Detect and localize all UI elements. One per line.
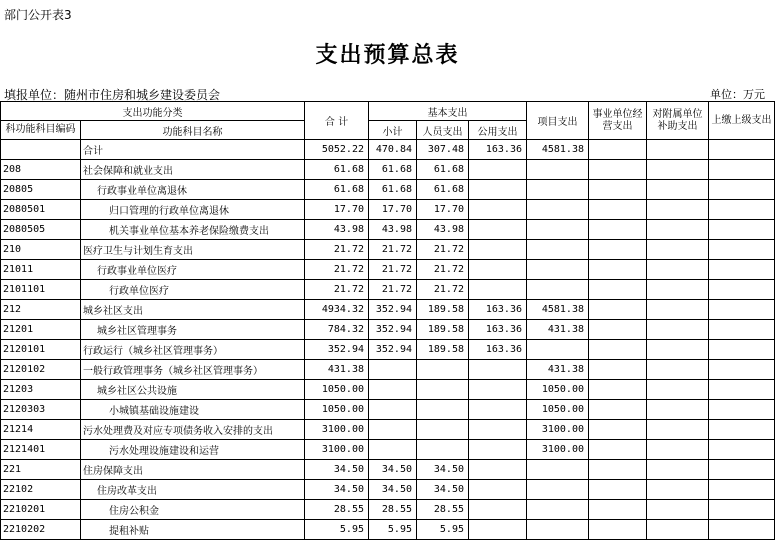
- row-remit: [709, 400, 775, 420]
- table-row: [1, 260, 775, 280]
- row-remit: [709, 380, 775, 400]
- row-code: 212: [1, 300, 81, 320]
- row-code: 2080501: [1, 200, 81, 220]
- table-row: [1, 440, 775, 460]
- row-total: 61.68: [305, 160, 369, 180]
- row-code: 20805: [1, 180, 81, 200]
- row-project: 1050.00: [527, 400, 589, 420]
- row-subtotal: [369, 420, 417, 440]
- row-subsidy: [647, 140, 709, 160]
- row-public: [469, 220, 527, 240]
- row-subtotal: 17.70: [369, 200, 417, 220]
- table-row: [1, 360, 775, 380]
- row-project: [527, 340, 589, 360]
- total-header: 合 计: [305, 102, 369, 140]
- row-total: 5.95: [305, 520, 369, 540]
- table-row: [1, 320, 775, 340]
- row-unit-operate: [589, 240, 647, 260]
- row-unit-operate: [589, 200, 647, 220]
- row-public: [469, 200, 527, 220]
- row-remit: [709, 340, 775, 360]
- table-row: [1, 480, 775, 500]
- row-name: 住房改革支出: [81, 480, 305, 500]
- row-name: 住房公积金: [81, 500, 305, 520]
- row-total: 3100.00: [305, 440, 369, 460]
- row-total: 21.72: [305, 260, 369, 280]
- row-subsidy: [647, 280, 709, 300]
- row-name: 小城镇基础设施建设: [81, 400, 305, 420]
- row-subtotal: 61.68: [369, 160, 417, 180]
- table-row: [1, 500, 775, 520]
- row-unit-operate: [589, 420, 647, 440]
- row-name: 行政事业单位离退休: [81, 180, 305, 200]
- table-row: [1, 340, 775, 360]
- row-total: 352.94: [305, 340, 369, 360]
- row-project: [527, 460, 589, 480]
- table-number-label: 部门公开表3: [4, 8, 72, 22]
- table-row: [1, 160, 775, 180]
- row-name: 医疗卫生与计划生育支出: [81, 240, 305, 260]
- row-unit-operate: [589, 440, 647, 460]
- row-personnel: 189.58: [417, 300, 469, 320]
- row-personnel: [417, 380, 469, 400]
- row-unit-operate: [589, 340, 647, 360]
- row-unit-operate: [589, 140, 647, 160]
- row-subsidy: [647, 340, 709, 360]
- row-subtotal: 21.72: [369, 260, 417, 280]
- row-remit: [709, 180, 775, 200]
- row-project: 1050.00: [527, 380, 589, 400]
- table-row: [1, 220, 775, 240]
- row-code: 22102: [1, 480, 81, 500]
- row-project: 431.38: [527, 360, 589, 380]
- row-name: 行政事业单位医疗: [81, 260, 305, 280]
- row-total: 17.70: [305, 200, 369, 220]
- row-subsidy: [647, 320, 709, 340]
- row-code: 221: [1, 460, 81, 480]
- row-subtotal: 43.98: [369, 220, 417, 240]
- code-header: 科功能科目编码: [1, 121, 81, 140]
- row-public: 163.36: [469, 140, 527, 160]
- row-subsidy: [647, 360, 709, 380]
- row-name: 机关事业单位基本养老保险缴费支出: [81, 220, 305, 240]
- row-public: [469, 420, 527, 440]
- reporting-unit: 填报单位：随州市住房和城乡建设委员会: [4, 88, 221, 102]
- row-subsidy: [647, 240, 709, 260]
- row-project: [527, 160, 589, 180]
- row-total: 61.68: [305, 180, 369, 200]
- row-subsidy: [647, 520, 709, 540]
- row-public: [469, 240, 527, 260]
- row-total: 5052.22: [305, 140, 369, 160]
- table-row: [1, 140, 775, 160]
- row-personnel: 61.68: [417, 160, 469, 180]
- row-code: 21011: [1, 260, 81, 280]
- row-personnel: [417, 400, 469, 420]
- row-code: 2120102: [1, 360, 81, 380]
- row-project: [527, 280, 589, 300]
- row-personnel: 5.95: [417, 520, 469, 540]
- row-subtotal: 21.72: [369, 280, 417, 300]
- row-name: 归口管理的行政单位离退休: [81, 200, 305, 220]
- row-subtotal: 352.94: [369, 320, 417, 340]
- budget-table: [0, 101, 775, 540]
- row-subsidy: [647, 300, 709, 320]
- row-name: 城乡社区管理事务: [81, 320, 305, 340]
- table-row: [1, 280, 775, 300]
- row-personnel: 61.68: [417, 180, 469, 200]
- row-remit: [709, 260, 775, 280]
- table-row: [1, 400, 775, 420]
- row-name: 城乡社区支出: [81, 300, 305, 320]
- row-subsidy: [647, 220, 709, 240]
- row-public: [469, 480, 527, 500]
- row-code: 210: [1, 240, 81, 260]
- row-remit: [709, 480, 775, 500]
- row-personnel: 34.50: [417, 480, 469, 500]
- table-row: [1, 460, 775, 480]
- row-public: [469, 400, 527, 420]
- currency-unit: 单位：万元: [710, 88, 765, 101]
- row-name: 合计: [81, 140, 305, 160]
- row-remit: [709, 220, 775, 240]
- unit-operate-header: 事业单位经营支出: [589, 102, 647, 140]
- row-subsidy: [647, 480, 709, 500]
- table-row: [1, 300, 775, 320]
- row-public: [469, 180, 527, 200]
- row-name: 行政运行（城乡社区管理事务）: [81, 340, 305, 360]
- row-subtotal: 61.68: [369, 180, 417, 200]
- row-subtotal: 28.55: [369, 500, 417, 520]
- row-subtotal: 34.50: [369, 480, 417, 500]
- row-subtotal: 470.84: [369, 140, 417, 160]
- row-project: 4581.38: [527, 300, 589, 320]
- row-total: 21.72: [305, 280, 369, 300]
- row-unit-operate: [589, 460, 647, 480]
- row-name: 污水处理设施建设和运营: [81, 440, 305, 460]
- row-unit-operate: [589, 360, 647, 380]
- row-code: 2101101: [1, 280, 81, 300]
- row-code: 2210202: [1, 520, 81, 540]
- row-code: 21214: [1, 420, 81, 440]
- subtotal-header: 小计: [369, 121, 417, 140]
- row-subsidy: [647, 260, 709, 280]
- row-code: 21201: [1, 320, 81, 340]
- row-project: [527, 480, 589, 500]
- row-total: 431.38: [305, 360, 369, 380]
- row-personnel: 17.70: [417, 200, 469, 220]
- table-row: [1, 420, 775, 440]
- row-public: [469, 460, 527, 480]
- project-header: 项目支出: [527, 102, 589, 140]
- row-public: 163.36: [469, 320, 527, 340]
- row-code: 2120101: [1, 340, 81, 360]
- row-subtotal: [369, 400, 417, 420]
- row-public: [469, 360, 527, 380]
- row-remit: [709, 500, 775, 520]
- row-unit-operate: [589, 160, 647, 180]
- row-total: 21.72: [305, 240, 369, 260]
- table-row: [1, 180, 775, 200]
- row-subsidy: [647, 440, 709, 460]
- public-header: 公用支出: [469, 121, 527, 140]
- personnel-header: 人员支出: [417, 121, 469, 140]
- row-public: 163.36: [469, 300, 527, 320]
- row-remit: [709, 420, 775, 440]
- row-subsidy: [647, 160, 709, 180]
- row-unit-operate: [589, 300, 647, 320]
- row-personnel: [417, 360, 469, 380]
- row-personnel: 21.72: [417, 240, 469, 260]
- row-project: 3100.00: [527, 420, 589, 440]
- row-total: 784.32: [305, 320, 369, 340]
- row-unit-operate: [589, 220, 647, 240]
- row-subtotal: 352.94: [369, 340, 417, 360]
- row-personnel: 189.58: [417, 340, 469, 360]
- func-class-header: 支出功能分类: [1, 102, 305, 121]
- row-unit-operate: [589, 280, 647, 300]
- row-project: 431.38: [527, 320, 589, 340]
- row-remit: [709, 440, 775, 460]
- row-personnel: 21.72: [417, 260, 469, 280]
- row-project: [527, 520, 589, 540]
- row-project: [527, 220, 589, 240]
- row-subtotal: [369, 440, 417, 460]
- row-code: 2121401: [1, 440, 81, 460]
- row-name: 住房保障支出: [81, 460, 305, 480]
- row-personnel: 28.55: [417, 500, 469, 520]
- row-project: 4581.38: [527, 140, 589, 160]
- row-unit-operate: [589, 480, 647, 500]
- row-public: [469, 520, 527, 540]
- row-personnel: 189.58: [417, 320, 469, 340]
- row-project: 3100.00: [527, 440, 589, 460]
- row-subsidy: [647, 400, 709, 420]
- row-project: [527, 260, 589, 280]
- row-project: [527, 500, 589, 520]
- row-unit-operate: [589, 380, 647, 400]
- row-subtotal: 5.95: [369, 520, 417, 540]
- table-row: [1, 380, 775, 400]
- row-subsidy: [647, 180, 709, 200]
- row-personnel: [417, 440, 469, 460]
- row-total: 34.50: [305, 460, 369, 480]
- row-subsidy: [647, 500, 709, 520]
- row-total: 1050.00: [305, 380, 369, 400]
- remit-header: 上缴上级支出: [709, 102, 775, 140]
- row-code: 2120303: [1, 400, 81, 420]
- table-row: [1, 520, 775, 540]
- table-row: [1, 200, 775, 220]
- row-public: 163.36: [469, 340, 527, 360]
- row-public: [469, 160, 527, 180]
- basic-header: 基本支出: [369, 102, 527, 121]
- row-subsidy: [647, 460, 709, 480]
- row-code: 2080505: [1, 220, 81, 240]
- row-public: [469, 380, 527, 400]
- row-personnel: 43.98: [417, 220, 469, 240]
- row-remit: [709, 460, 775, 480]
- row-unit-operate: [589, 320, 647, 340]
- row-remit: [709, 320, 775, 340]
- row-remit: [709, 160, 775, 180]
- row-total: 1050.00: [305, 400, 369, 420]
- row-name: 行政单位医疗: [81, 280, 305, 300]
- row-subtotal: [369, 360, 417, 380]
- row-project: [527, 240, 589, 260]
- row-name: 城乡社区公共设施: [81, 380, 305, 400]
- row-subtotal: [369, 380, 417, 400]
- row-code: 21203: [1, 380, 81, 400]
- row-personnel: [417, 420, 469, 440]
- row-personnel: 21.72: [417, 280, 469, 300]
- row-subsidy: [647, 380, 709, 400]
- row-public: [469, 440, 527, 460]
- row-remit: [709, 280, 775, 300]
- row-name: 一般行政管理事务（城乡社区管理事务）: [81, 360, 305, 380]
- row-subtotal: 34.50: [369, 460, 417, 480]
- row-public: [469, 500, 527, 520]
- subsidy-header: 对附属单位补助支出: [647, 102, 709, 140]
- row-total: 34.50: [305, 480, 369, 500]
- row-total: 4934.32: [305, 300, 369, 320]
- row-remit: [709, 360, 775, 380]
- row-subtotal: 352.94: [369, 300, 417, 320]
- row-project: [527, 180, 589, 200]
- row-public: [469, 260, 527, 280]
- row-total: 3100.00: [305, 420, 369, 440]
- row-unit-operate: [589, 400, 647, 420]
- row-code: 208: [1, 160, 81, 180]
- row-total: 28.55: [305, 500, 369, 520]
- row-remit: [709, 300, 775, 320]
- name-header: 功能科目名称: [81, 121, 305, 140]
- row-personnel: 34.50: [417, 460, 469, 480]
- row-unit-operate: [589, 520, 647, 540]
- row-code: [1, 140, 81, 160]
- row-remit: [709, 140, 775, 160]
- row-code: 2210201: [1, 500, 81, 520]
- row-unit-operate: [589, 500, 647, 520]
- row-name: 提租补贴: [81, 520, 305, 540]
- row-name: 社会保障和就业支出: [81, 160, 305, 180]
- row-personnel: 307.48: [417, 140, 469, 160]
- row-subsidy: [647, 200, 709, 220]
- row-project: [527, 200, 589, 220]
- row-public: [469, 280, 527, 300]
- row-unit-operate: [589, 260, 647, 280]
- row-name: 污水处理费及对应专项债务收入安排的支出: [81, 420, 305, 440]
- row-remit: [709, 240, 775, 260]
- row-total: 43.98: [305, 220, 369, 240]
- row-remit: [709, 520, 775, 540]
- row-remit: [709, 200, 775, 220]
- row-subsidy: [647, 420, 709, 440]
- page-title: 支出预算总表: [315, 42, 460, 68]
- table-row: [1, 240, 775, 260]
- row-subtotal: 21.72: [369, 240, 417, 260]
- row-unit-operate: [589, 180, 647, 200]
